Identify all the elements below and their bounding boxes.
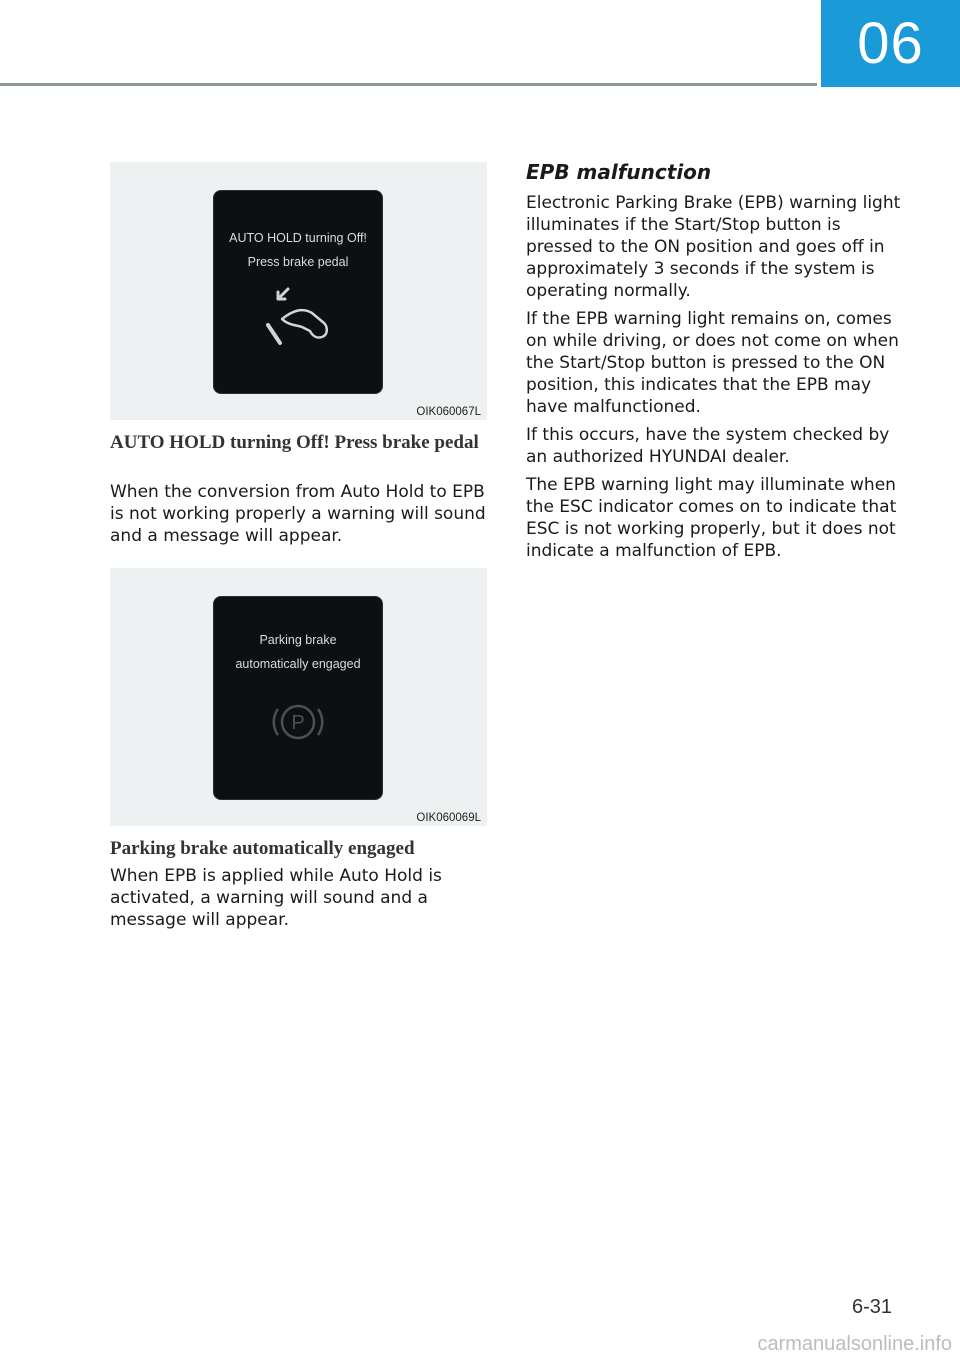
- display-line-2: automatically engaged: [235, 657, 361, 671]
- section-heading-epb-malfunction: EPB malfunction: [526, 160, 712, 184]
- cluster-display: [214, 597, 382, 799]
- display-line-2: Press brake pedal: [247, 255, 349, 269]
- paragraph-epb-1: Electronic Parking Brake (EPB) warning light illuminates if the Start/Stop button is pressed to the ON position and goes off in approximately 3 seconds if the system is operating normally.: [526, 193, 901, 301]
- parking-brake-p-icon: [268, 697, 328, 747]
- display-line-1: Parking brake: [259, 633, 337, 647]
- figure-code: OIK060069L: [416, 812, 481, 824]
- paragraph-epb-2: If the EPB warning light remains on, comes on while driving, or does not come on when the Start/Stop button is pressed to the ON position, this indicates that the EPB may have malfunctioned.: [526, 309, 899, 417]
- figure-auto-hold-off: [110, 162, 487, 420]
- foot-on-brake-pedal-icon: [258, 283, 342, 353]
- body-parking-brake-engaged: When EPB is applied while Auto Hold is activated, a warning will sound and a message will appear.: [110, 866, 442, 930]
- chapter-number: 06: [857, 11, 924, 76]
- watermark: carmanualsonline.info: [757, 1333, 952, 1355]
- svg-text:P: P: [291, 712, 305, 734]
- cluster-display: [214, 191, 382, 393]
- figure-parking-brake-engaged: [110, 568, 487, 826]
- paragraph-epb-4: The EPB warning light may illuminate when the ESC indicator comes on to indicate that ESC is not working properly, but it does not indicate a malfunction of EPB.: [526, 475, 897, 561]
- page-number: 6-31: [851, 1296, 892, 1318]
- header-rule: [0, 83, 817, 86]
- display-line-1: AUTO HOLD turning Off!: [229, 231, 367, 245]
- body-auto-hold-off: When the conversion from Auto Hold to EPB is not working properly a warning will sound and a message will appear.: [110, 482, 486, 546]
- figure-code: OIK060067L: [416, 406, 481, 418]
- caption-parking-brake-engaged: Parking brake automatically engaged: [110, 838, 415, 859]
- chapter-tab: [821, 0, 960, 87]
- caption-auto-hold-off: AUTO HOLD turning Off! Press brake pedal: [110, 432, 479, 453]
- paragraph-epb-3: If this occurs, have the system checked by an authorized HYUNDAI dealer.: [526, 425, 890, 467]
